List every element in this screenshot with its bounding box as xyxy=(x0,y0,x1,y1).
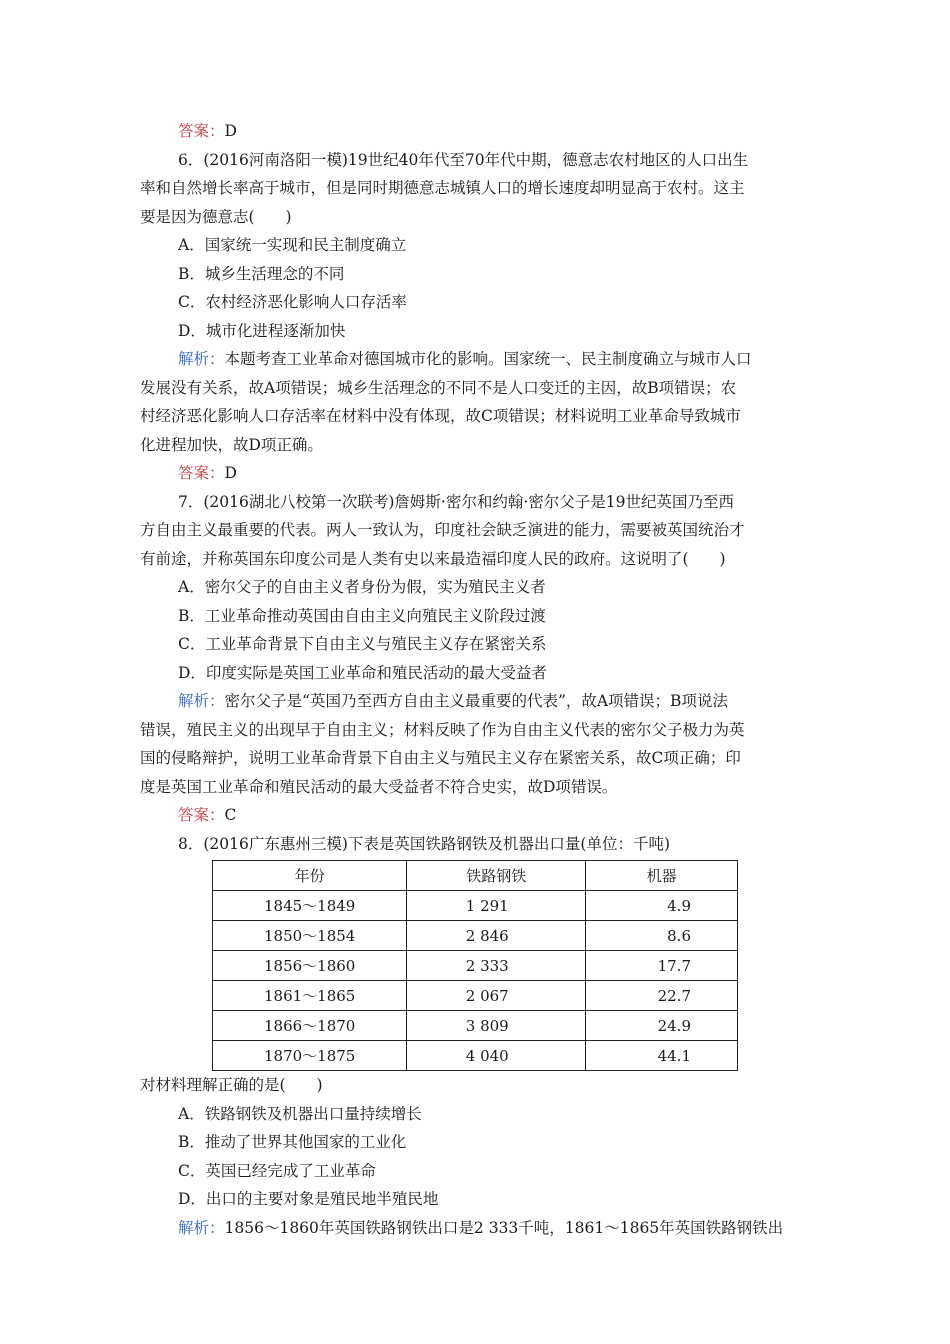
q6-analysis xyxy=(140,345,810,459)
table-cell: 22.7 xyxy=(586,981,738,1011)
table-row xyxy=(213,981,738,1011)
table-cell: 4 040 xyxy=(407,1041,586,1071)
table-cell: 1866～1870 xyxy=(213,1011,407,1041)
table-cell: 44.1 xyxy=(586,1041,738,1071)
table-header-cell: 铁路钢铁 xyxy=(407,861,586,891)
analysis-text: 密尔父子是“英国乃至西方自由主义最重要的代表”，故A项错误；B项说法 xyxy=(224,692,728,710)
answer-value: C xyxy=(224,806,237,824)
q8-option-d: D．出口的主要对象是殖民地半殖民地 xyxy=(178,1190,439,1208)
q8-option-a: A．铁路钢铁及机器出口量持续增长 xyxy=(178,1104,422,1123)
table-cell: 1845～1849 xyxy=(213,891,407,921)
q7-analysis xyxy=(140,687,810,801)
q5-answer xyxy=(140,117,810,146)
table-cell: 1870～1875 xyxy=(213,1041,407,1071)
q7-analysis-line: 国的侵略辩护，说明工业革命背景下自由主义与殖民主义存在紧密关系，故C项正确；印 xyxy=(140,749,741,767)
q7-option-d: D．印度实际是英国工业革命和殖民活动的最大受益者 xyxy=(178,663,547,682)
q7-stem xyxy=(140,488,810,574)
table-cell: 17.7 xyxy=(586,951,738,981)
q7-analysis-line xyxy=(140,687,810,716)
q7-analysis-line: 度是英国工业革命和殖民活动的最大受益者不符合史实，故D项错误。 xyxy=(140,777,618,796)
q6-answer xyxy=(140,459,810,488)
analysis-text: 本题考查工业革命对德国城市化的影响。国家统一、民主制度确立与城市人口 xyxy=(224,350,752,368)
table-cell: 1 291 xyxy=(407,891,586,921)
table-header-row xyxy=(213,861,738,891)
export-table xyxy=(212,860,738,1071)
table-cell: 2 067 xyxy=(407,981,586,1011)
q6-analysis-line: 发展没有关系，故A项错误；城乡生活理念的不同不是人口变迁的主因，故B项错误；农 xyxy=(140,378,737,397)
table-cell: 1861～1865 xyxy=(213,981,407,1011)
analysis-label: 解析： xyxy=(178,692,225,710)
q6-option-b: B．城乡生活理念的不同 xyxy=(178,264,345,283)
table-header-cell: 机器 xyxy=(586,861,738,891)
q7-stem-line: 方自由主义最重要的代表。两人一致认为，印度社会缺乏演进的能力，需要被英国统治才 xyxy=(140,521,745,539)
table-cell: 24.9 xyxy=(586,1011,738,1041)
q7-option-a: A．密尔父子的自由主义者身份为假，实为殖民主义者 xyxy=(178,578,546,596)
table-row xyxy=(213,921,738,951)
q6-option-c: C．农村经济恶化影响人口存活率 xyxy=(178,293,407,311)
q6-option-a: A．国家统一实现和民主制度确立 xyxy=(178,236,407,254)
q6-analysis-line: 村经济恶化影响人口存活率在材料中没有体现，故C项错误；材料说明工业革命导致城市 xyxy=(140,407,741,425)
table-row xyxy=(213,951,738,981)
analysis-label: 解析： xyxy=(178,1218,225,1237)
q7-answer xyxy=(140,801,810,830)
table-cell: 1856～1860 xyxy=(213,951,407,981)
analysis-text: 1856～1860年英国铁路钢铁出口是2 333千吨，1861～1865年英国铁路钢铁出 xyxy=(224,1218,784,1237)
q6-option-d: D．城市化进程逐渐加快 xyxy=(178,321,346,340)
answer-label: 答案： xyxy=(178,122,225,140)
table-cell: 4.9 xyxy=(586,891,738,921)
table-row xyxy=(213,1041,738,1071)
q6-stem-line: 要是因为德意志( ) xyxy=(140,207,292,226)
q8-analysis-line xyxy=(140,1214,810,1243)
answer-label: 答案： xyxy=(178,464,225,482)
q8-option-b: B．推动了世界其他国家的工业化 xyxy=(178,1133,407,1151)
q7-option-c: C．工业革命背景下自由主义与殖民主义存在紧密关系 xyxy=(178,635,547,653)
q7-analysis-line: 错误，殖民主义的出现早于自由主义；材料反映了作为自由主义代表的密尔父子极力为英 xyxy=(140,720,745,739)
answer-value: D xyxy=(224,464,237,482)
q6-stem-line: 6．(2016河南洛阳一模)19世纪40年代至70年代中期，德意志农村地区的人口出生 xyxy=(178,150,749,169)
q7-stem-line: 7．(2016湖北八校第一次联考)詹姆斯·密尔和约翰·密尔父子是19世纪英国乃至西 xyxy=(178,492,734,511)
answer-label: 答案： xyxy=(178,806,225,824)
q8-stem: 8．(2016广东惠州三模)下表是英国铁路钢铁及机器出口量(单位：千吨) xyxy=(178,834,670,853)
table-cell: 8.6 xyxy=(586,921,738,951)
q8-option-c: C．英国已经完成了工业革命 xyxy=(178,1161,376,1180)
q6-analysis-line: 化进程加快，故D项正确。 xyxy=(140,435,323,454)
q6-analysis-line xyxy=(140,345,810,374)
table-cell: 2 846 xyxy=(407,921,586,951)
table-cell: 1850～1854 xyxy=(213,921,407,951)
q7-option-b: B．工业革命推动英国由自由主义向殖民主义阶段过渡 xyxy=(178,606,546,625)
document-content xyxy=(140,117,810,1242)
table-cell: 2 333 xyxy=(407,951,586,981)
answer-value: D xyxy=(224,122,237,140)
table-row xyxy=(213,891,738,921)
q7-stem-line: 有前途，并称英国东印度公司是人类有史以来最造福印度人民的政府。这说明了( ) xyxy=(140,549,726,568)
q6-stem xyxy=(140,146,810,232)
table-row xyxy=(213,1011,738,1041)
analysis-label: 解析： xyxy=(178,350,225,368)
table-cell: 3 809 xyxy=(407,1011,586,1041)
q6-stem-line: 率和自然增长率高于城市，但是同时期德意志城镇人口的增长速度却明显高于农村。这主 xyxy=(140,179,745,197)
table-header-cell: 年份 xyxy=(213,861,407,891)
q8-question: 对材料理解正确的是( ) xyxy=(140,1076,323,1094)
